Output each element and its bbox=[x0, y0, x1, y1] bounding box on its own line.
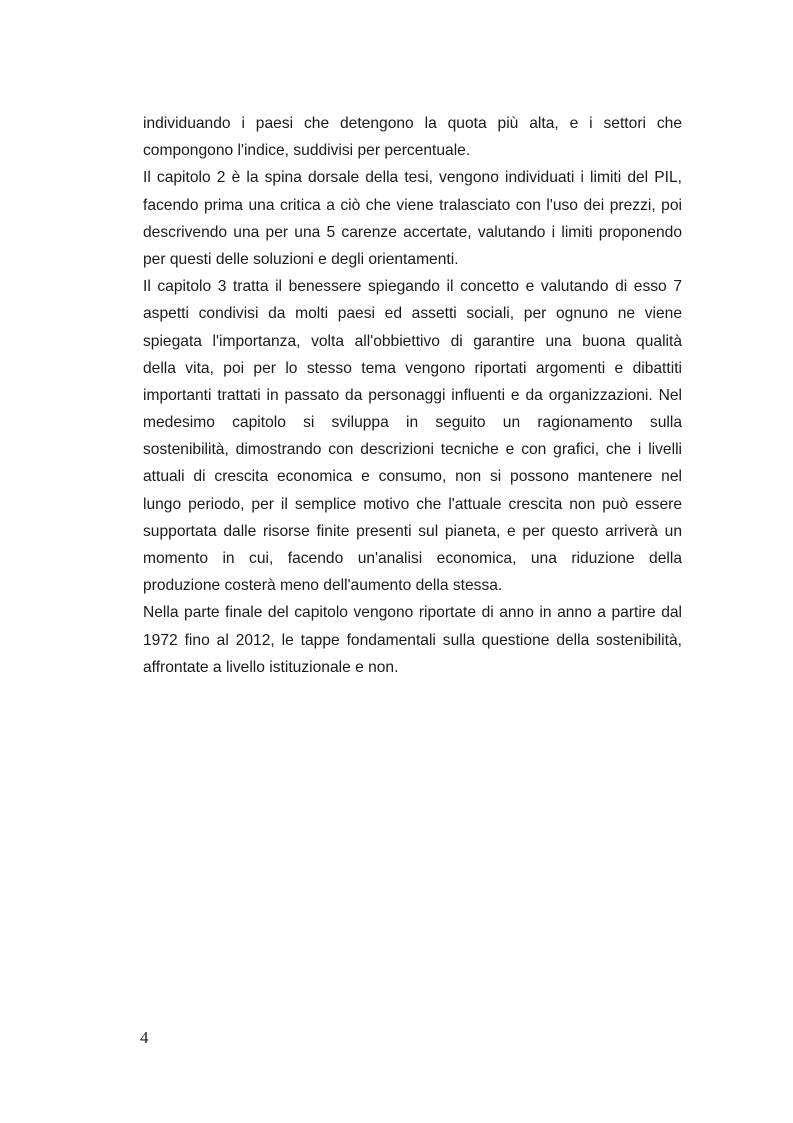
text-line: medesimo capitolo si sviluppa in seguito un ragionamento sulla bbox=[143, 414, 682, 432]
text-line: attuali di crescita economica e consumo, non si possono mantenere nel bbox=[143, 468, 682, 486]
text-line: importanti trattati in passato da personaggi influenti e da organizzazioni. Nel bbox=[143, 386, 682, 404]
text-line: produzione costerà meno dell'aumento della stessa. bbox=[143, 577, 503, 595]
text-line: Il capitolo 3 tratta il benessere spiegando il concetto e valutando di esso 7 bbox=[143, 278, 682, 296]
text-line: spiegata l'importanza, volta all'obbiettivo di garantire una buona qualità bbox=[143, 332, 682, 350]
text-line: Il capitolo 2 è la spina dorsale della tesi, vengono individuati i limiti del PIL, bbox=[143, 169, 682, 187]
paragraph-3 bbox=[143, 273, 682, 599]
body-text bbox=[143, 110, 682, 681]
text-line: compongono l'indice, suddivisi per percentuale. bbox=[143, 142, 471, 160]
text-line: individuando i paesi che detengono la quota più alta, e i settori che bbox=[143, 115, 682, 132]
text-line: aspetti condivisi da molti paesi ed assetti sociali, per ognuno ne viene bbox=[143, 305, 682, 323]
text-line: descrivendo una per una 5 carenze accertate, valutando i limiti proponendo bbox=[143, 223, 682, 241]
text-line: facendo prima una critica a ciò che viene tralasciato con l'uso dei prezzi, poi bbox=[143, 196, 682, 214]
text-line: per questi delle soluzioni e degli orientamenti. bbox=[143, 250, 459, 268]
text-line: affrontate a livello istituzionale e non. bbox=[143, 658, 399, 676]
text-line: sostenibilità, dimostrando con descrizioni tecniche e con grafici, che i livelli bbox=[143, 441, 682, 459]
text-line: della vita, poi per lo stesso tema vengono riportati argomenti e dibattiti bbox=[143, 359, 682, 377]
paragraph-1 bbox=[143, 110, 682, 164]
paragraph-4 bbox=[143, 599, 682, 681]
text-line: supportata dalle risorse finite presenti sul pianeta, e per questo arriverà un bbox=[143, 522, 682, 540]
text-line: Nella parte finale del capitolo vengono riportate di anno in anno a partire dal bbox=[143, 604, 682, 622]
text-line: momento in cui, facendo un'analisi economica, una riduzione della bbox=[143, 550, 682, 567]
text-line: lungo periodo, per il semplice motivo che l'attuale crescita non può essere bbox=[143, 495, 682, 513]
page-number: 4 bbox=[140, 1028, 149, 1047]
paragraph-2 bbox=[143, 164, 682, 273]
text-line: 1972 fino al 2012, le tappe fondamentali sulla questione della sostenibilità, bbox=[143, 631, 682, 649]
